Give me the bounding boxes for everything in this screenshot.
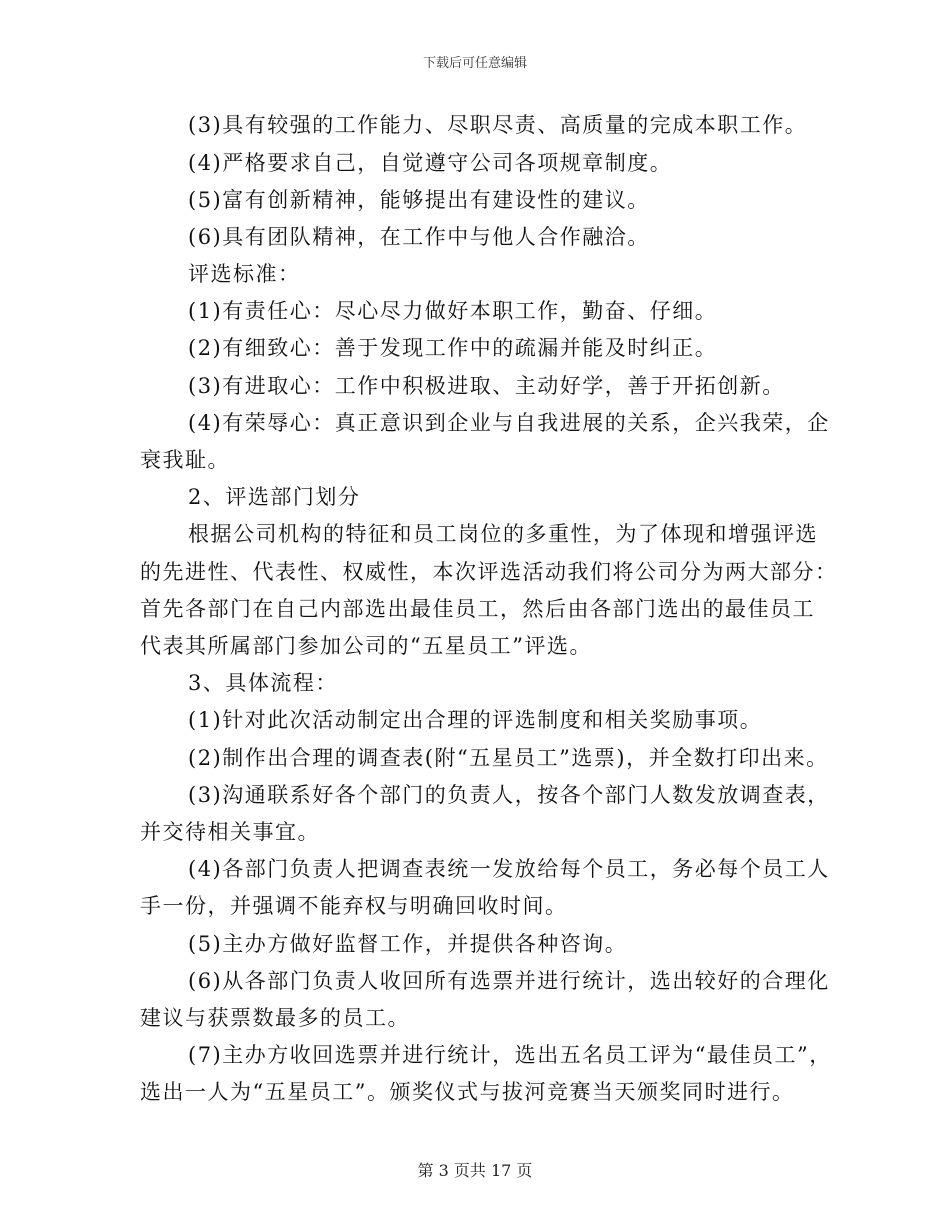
text-line: 并交待相关事宜。 [140, 820, 320, 844]
section-heading: 2、评选部门划分 [188, 485, 361, 509]
text-line: (6)从各部门负责人收回所有选票并进行统计，选出较好的合理化 [188, 969, 830, 993]
text-line: (3)沟通联系好各个部门的负责人，按各个部门人数发放调查表， [188, 783, 830, 807]
text-line: (3)具有较强的工作能力、尽职尽责、高质量的完成本职工作。 [188, 113, 808, 137]
text-line: (1)有责任心：尽心尽力做好本职工作，勤奋、仔细。 [188, 299, 718, 323]
header-note: 下载后可任意编辑 [422, 56, 527, 71]
text-line: (5)富有创新精神，能够提出有建设性的建议。 [188, 188, 650, 212]
text-line: (4)各部门负责人把调查表统一发放给每个员工，务必每个员工人 [188, 857, 830, 881]
text-line: (6)具有团队精神，在工作中与他人合作融洽。 [188, 225, 650, 249]
text-line: 选出一人为“五星员工”。颁奖仪式与拔河竞赛当天颁奖同时进行。 [140, 1080, 795, 1104]
text-line: (3)有进取心：工作中积极进取、主动好学，善于开拓创新。 [188, 374, 785, 398]
text-line: 根据公司机构的特征和员工岗位的多重性，为了体现和增强评选 [188, 522, 818, 546]
section-label: 评选标准： [188, 262, 301, 286]
page-number: 第 3 页共 17 页 [417, 1161, 533, 1180]
text-line: 首先各部门在自己内部选出最佳员工，然后由各部门选出的最佳员工 [140, 597, 815, 621]
text-line: (4)有荣辱心：真正意识到企业与自我进展的关系，企兴我荣，企 [188, 411, 830, 435]
text-line: (1)针对此次活动制定出合理的评选制度和相关奖励事项。 [188, 708, 763, 732]
text-line: (5)主办方做好监督工作，并提供各种咨询。 [188, 932, 628, 956]
text-line: (7)主办方收回选票并进行统计，选出五名员工评为“最佳员工”， [188, 1043, 832, 1067]
text-line: (2)制作出合理的调查表(附“五星员工”选票)，并全数打印出来。 [188, 746, 829, 770]
text-line: 手一份，并强调不能弃权与明确回收时间。 [140, 894, 568, 918]
section-heading: 3、具体流程： [188, 671, 338, 695]
text-line: (2)有细致心：善于发现工作中的疏漏并能及时纠正。 [188, 336, 718, 360]
text-line: 衰我耻。 [140, 448, 230, 472]
text-line: 代表其所属部门参加公司的“五星员工”评选。 [140, 634, 592, 658]
text-line: (4)严格要求自己，自觉遵守公司各项规章制度。 [188, 151, 673, 175]
text-line: 的先进性、代表性、权威性，本次评选活动我们将公司分为两大部分： [140, 560, 838, 584]
text-line: 建议与获票数最多的员工。 [140, 1006, 410, 1030]
